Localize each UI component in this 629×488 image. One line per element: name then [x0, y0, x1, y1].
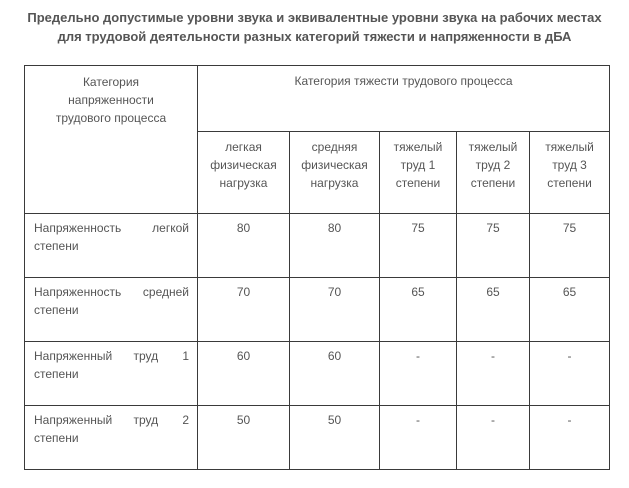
row-label-part-b: 1 [182, 349, 189, 363]
noise-levels-table [24, 65, 610, 470]
table-cell: 70 [198, 278, 290, 342]
table-cell: - [457, 406, 530, 470]
column-header [198, 132, 290, 214]
row-label-part-a: Напряженность [34, 285, 122, 299]
column-header [290, 132, 380, 214]
table-cell: 80 [198, 214, 290, 278]
table-cell: - [380, 406, 457, 470]
row-label-part-b: легкой [152, 221, 189, 235]
table-cell: - [380, 342, 457, 406]
column-header [380, 132, 457, 214]
row-label-part-a: Напряженный труд [34, 349, 159, 363]
column-header-heavy-3: тяжелый труд 3 степени [545, 140, 594, 190]
table-row [25, 278, 610, 342]
row-label-part-b: средней [142, 285, 189, 299]
table-cell: 75 [457, 214, 530, 278]
table-cell: - [457, 342, 530, 406]
row-label [25, 406, 198, 470]
table-cell: 75 [380, 214, 457, 278]
table-row [25, 406, 610, 470]
column-header-heavy-1: тяжелый труд 1 степени [393, 140, 443, 190]
row-label-part-b: 2 [182, 413, 189, 427]
table-cell: 65 [530, 278, 610, 342]
table-cell: 50 [290, 406, 380, 470]
header-row [25, 66, 610, 132]
table-cell: 75 [530, 214, 610, 278]
table-cell: 65 [380, 278, 457, 342]
row-label-part-c: степени [34, 239, 79, 253]
row-label-part-a: Напряженность [34, 221, 122, 235]
column-header-medium: средняя физическая нагрузка [301, 140, 368, 190]
table-row [25, 342, 610, 406]
column-header-light: легкая физическая нагрузка [210, 140, 277, 190]
table-cell: 50 [198, 406, 290, 470]
row-label-part-c: степени [34, 431, 79, 445]
row-label-part-c: степени [34, 367, 79, 381]
row-label-part-c: степени [34, 303, 79, 317]
title-line-1: Предельно допустимые уровни звука и эквивалентные уровни звука на рабочих местах [27, 10, 602, 25]
row-label [25, 214, 198, 278]
table-cell: 60 [290, 342, 380, 406]
header-strain-category [25, 66, 198, 214]
header-strain-category-text: Категория напряженности трудового процесса [55, 75, 167, 125]
header-severity-category: Категория тяжести трудового процесса [198, 66, 610, 132]
row-label-part-a: Напряженный труд [34, 413, 159, 427]
row-label [25, 278, 198, 342]
title-line-2: для трудовой деятельности разных категорий тяжести и напряженности в дБА [57, 29, 572, 44]
table-cell: - [530, 342, 610, 406]
table-row [25, 214, 610, 278]
row-label [25, 342, 198, 406]
table-cell: - [530, 406, 610, 470]
table-cell: 80 [290, 214, 380, 278]
table-cell: 65 [457, 278, 530, 342]
page-title [0, 8, 629, 46]
column-header [530, 132, 610, 214]
column-header [457, 132, 530, 214]
column-header-heavy-2: тяжелый труд 2 степени [468, 140, 518, 190]
table-cell: 70 [290, 278, 380, 342]
table-cell: 60 [198, 342, 290, 406]
